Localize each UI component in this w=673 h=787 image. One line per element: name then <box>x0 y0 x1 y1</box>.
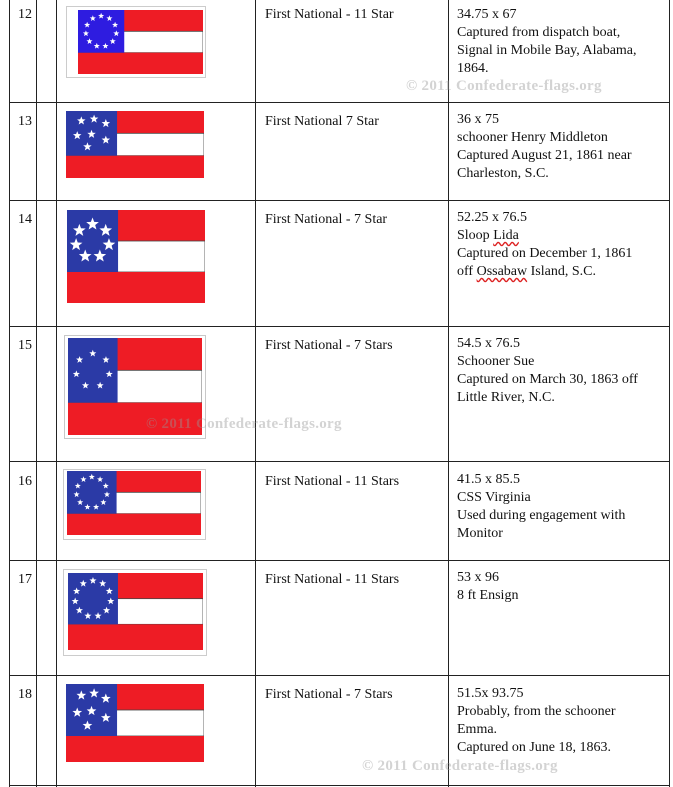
flag-image-row-16 <box>67 471 201 535</box>
flag-image-row-12 <box>78 10 203 74</box>
column-divider <box>448 0 449 787</box>
row-divider <box>9 560 670 561</box>
watermark: © 2011 Confederate-flags.org <box>406 78 602 94</box>
flag-description: 52.25 x 76.5 Sloop Lida Captured on December 1, 1861 off Ossabaw Island, S.C. <box>457 210 633 279</box>
flag-description: 51.5x 93.75 Probably, from the schooner Emma. Captured on June 18, 1863. <box>457 686 616 755</box>
flag-name: First National - 7 Stars <box>265 687 393 702</box>
row-number: 17 <box>18 572 32 587</box>
first-national-flag <box>66 111 204 178</box>
first-national-flag <box>68 573 203 650</box>
row-number: 16 <box>18 474 32 489</box>
flag-image-row-14 <box>67 210 205 303</box>
flag-name: First National - 11 Stars <box>265 572 400 587</box>
flag-name: First National 7 Star <box>265 114 379 129</box>
row-divider <box>9 200 670 201</box>
table-border-right <box>669 0 670 787</box>
flag-description: 41.5 x 85.5 CSS Virginia Used during engagement with Monitor <box>457 472 626 541</box>
column-divider <box>56 0 57 787</box>
first-national-flag <box>67 471 201 535</box>
flag-description: 34.75 x 67 Captured from dispatch boat, Signal in Mobile Bay, Alabama, 1864. <box>457 7 637 76</box>
column-divider <box>255 0 256 787</box>
watermark: © 2011 Confederate-flags.org <box>146 416 342 432</box>
flag-description: 36 x 75 schooner Henry Middleton Captured August 21, 1861 near Charleston, S.C. <box>457 112 632 181</box>
row-number: 18 <box>18 687 32 702</box>
row-divider <box>9 102 670 103</box>
flag-name: First National - 7 Stars <box>265 338 393 353</box>
column-divider <box>36 0 37 787</box>
row-number: 14 <box>18 212 32 227</box>
flag-description: 53 x 96 8 ft Ensign <box>457 570 519 603</box>
flag-image-row-18 <box>66 684 204 762</box>
row-number: 12 <box>18 7 32 22</box>
table-border-bottom <box>9 785 670 786</box>
watermark: © 2011 Confederate-flags.org <box>362 758 558 774</box>
row-number: 15 <box>18 338 32 353</box>
first-national-flag <box>67 210 205 303</box>
flag-image-row-13 <box>66 111 204 178</box>
row-divider <box>9 461 670 462</box>
row-divider <box>9 326 670 327</box>
flag-description: 54.5 x 76.5 Schooner Sue Captured on March 30, 1863 off Little River, N.C. <box>457 336 638 405</box>
first-national-flag <box>66 684 204 762</box>
flag-image-row-17 <box>68 573 203 650</box>
row-divider <box>9 675 670 676</box>
row-number: 13 <box>18 114 32 129</box>
first-national-flag <box>78 10 203 74</box>
flag-name: First National - 11 Star <box>265 7 394 22</box>
flag-name: First National - 7 Star <box>265 212 388 227</box>
flag-name: First National - 11 Stars <box>265 474 400 489</box>
table-border-left <box>9 0 10 787</box>
